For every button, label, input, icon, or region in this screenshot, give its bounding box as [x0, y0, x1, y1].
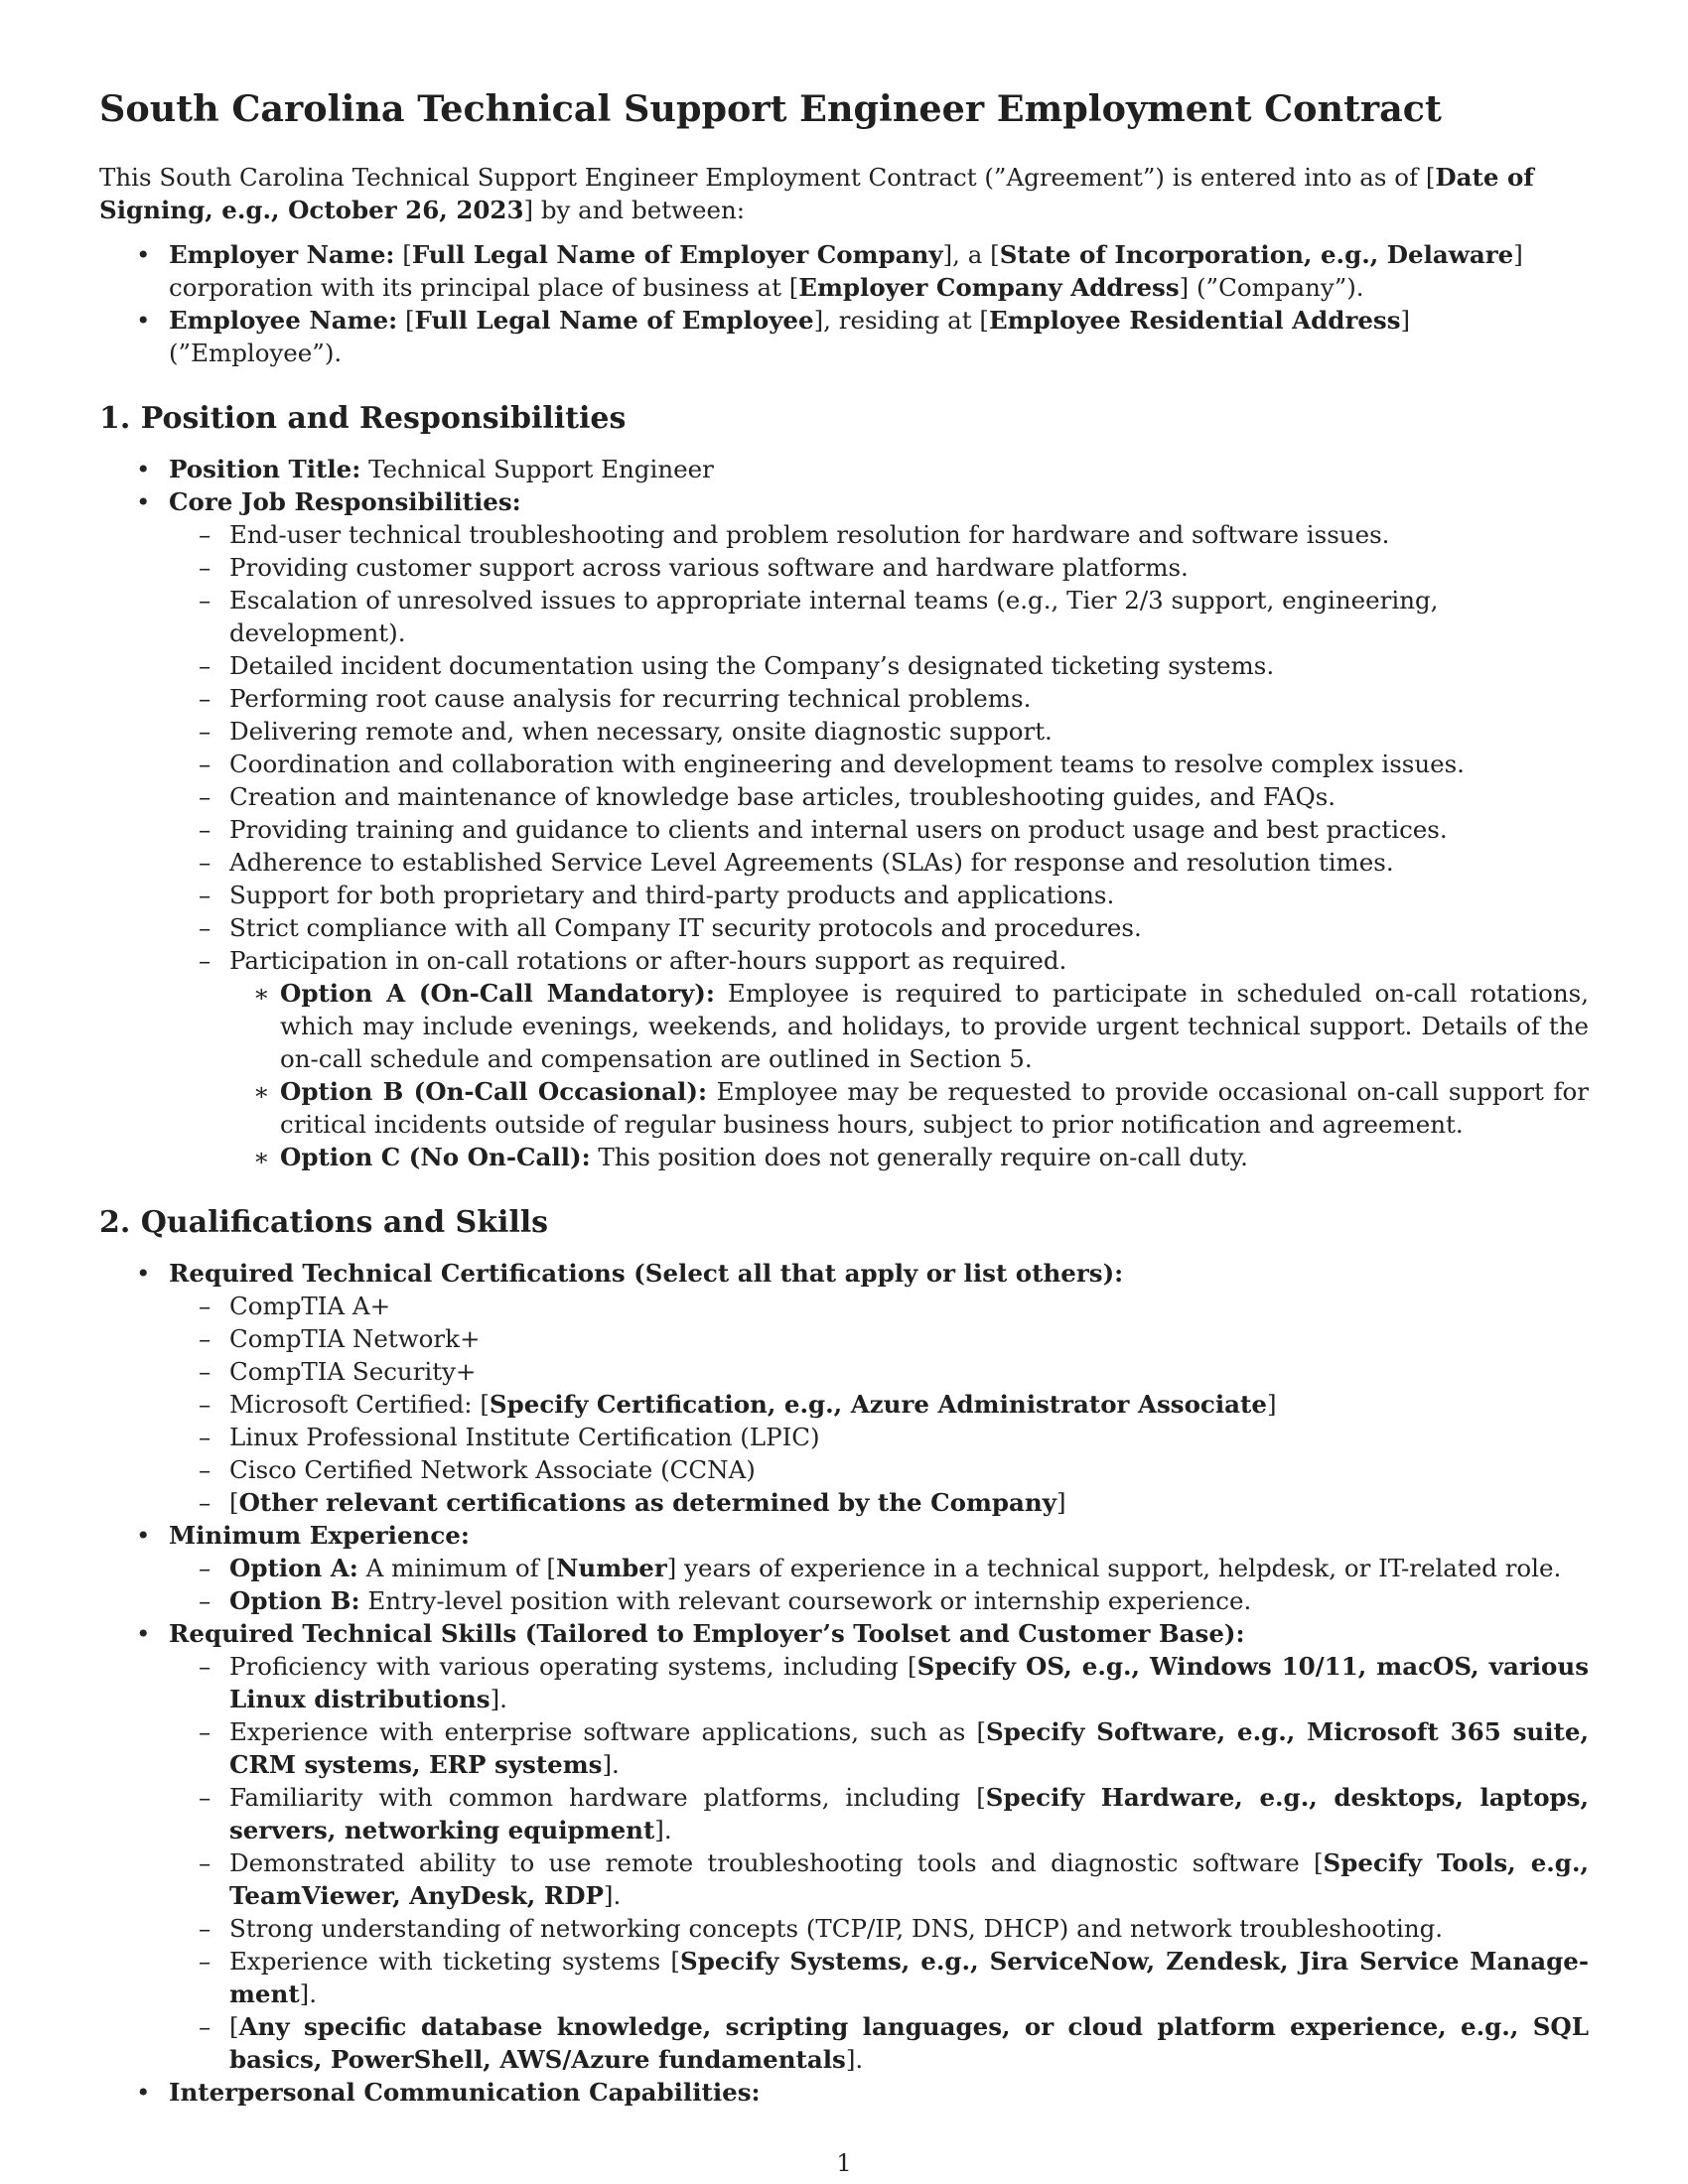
text-fragment: ]. — [602, 1750, 620, 1779]
skills-item — [99, 1617, 1589, 2076]
employer-address-placeholder: Employer Company Address — [798, 273, 1180, 302]
on-call-option-item — [229, 1141, 1589, 1173]
parties-list — [99, 238, 1589, 369]
text-fragment: ] years of experience in a technical support, helpdesk, or IT-related role. — [666, 1554, 1562, 1582]
section-1-heading: 1. Position and Responsibilities — [99, 401, 627, 436]
certifications-item — [99, 1257, 1589, 1519]
list-item — [169, 1846, 1589, 1912]
option-a-label: Option A: — [229, 1554, 358, 1582]
cert-text: CompTIA Network+ — [229, 1324, 481, 1353]
responsibility-item — [169, 846, 1589, 879]
text-fragment: [ — [229, 2012, 239, 2041]
responsibility-text: Performing root cause analysis for recurring technical problems. — [229, 684, 1032, 713]
list-item — [169, 1584, 1589, 1617]
employer-state-placeholder: State of Incorporation, e.g., Delaware — [999, 240, 1514, 269]
employer-name-placeholder: Full Legal Name of Employer Company — [411, 240, 943, 269]
section-2-heading: 2. Qualifications and Skills — [99, 1205, 549, 1240]
date-placeholder: Date of Signing, e.g., October 26, 2023 — [99, 163, 1534, 224]
employee-name-placeholder: Full Legal Name of Employee — [414, 306, 814, 335]
option-b-label: Option B: — [229, 1586, 360, 1615]
employee-label: Employee Name: — [169, 306, 398, 335]
position-title-value: Technical Support Engineer — [360, 455, 714, 483]
text-fragment: ]. — [845, 2045, 864, 2074]
text-fragment: [ — [229, 1488, 239, 1517]
ms-cert-placeholder: Specify Certification, e.g., Azure Administrator Associate — [489, 1390, 1267, 1419]
ticketing-placeholder: Specify Systems, e.g., ServiceNow, Zendesk, Jira Service Manage-ment — [229, 1947, 1589, 2008]
responsibility-item — [169, 715, 1589, 748]
core-responsibilities-label: Core Job Responsibilities: — [169, 487, 521, 516]
text-fragment: ] (”Employee”). — [169, 306, 1411, 367]
responsibility-text: Participation in on-call rotations or after-hours support as required. — [229, 946, 1067, 975]
responsibility-text: Strict compliance with all Company IT security protocols and procedures. — [229, 913, 1142, 942]
responsibility-text: End-user technical troubleshooting and problem resolution for hardware and software issues. — [229, 520, 1390, 549]
text-fragment: ]. — [299, 1979, 318, 2008]
list-item — [169, 1290, 1589, 1322]
list-item — [169, 1486, 1589, 1519]
database-placeholder: Any specific database knowledge, scripting languages, or cloud platform experience, e.g., SQL basics, PowerShell, AWS/Azure fundamentals — [229, 2012, 1589, 2074]
communication-label: Interpersonal Communication Capabilities: — [169, 2078, 761, 2107]
intro-paragraph — [99, 161, 1589, 226]
list-item — [169, 2010, 1589, 2076]
option-text: Employee is required to participate in scheduled on-call rotations, which may include evenings, weekends, and holidays, to provide urgent technical support. Details of the on-call schedule and compensation are outlined in Section 5. — [280, 979, 1589, 1073]
section-qualifications — [99, 1203, 1589, 2109]
responsibility-item — [169, 551, 1589, 584]
responsibility-item — [169, 879, 1589, 911]
skills-label: Required Technical Skills (Tailored to Employer’s Toolset and Customer Base): — [169, 1619, 1245, 1648]
employer-item — [99, 238, 1589, 304]
document-title: South Carolina Technical Support Engineer Employment Contract — [99, 87, 1442, 130]
responsibility-item — [169, 518, 1589, 551]
software-placeholder: Specify Software, e.g., Microsoft 365 suite, CRM systems, ERP systems — [229, 1717, 1589, 1779]
contract-page — [99, 87, 1589, 2109]
text-fragment: Strong understanding of networking concepts (TCP/IP, DNS, DHCP) and network troubleshooting. — [229, 1914, 1444, 1943]
list-item — [169, 1945, 1589, 2010]
on-call-options-list — [160, 977, 1589, 1173]
on-call-option-item — [229, 977, 1589, 1075]
responsibility-text: Escalation of unresolved issues to appropriate internal teams (e.g., Tier 2/3 support, engineering, development). — [229, 586, 1439, 647]
text-fragment: [ — [394, 240, 412, 269]
list-item — [169, 1388, 1589, 1421]
cert-text: CompTIA Security+ — [229, 1357, 477, 1386]
text-fragment: ]. — [654, 1816, 672, 1844]
text-fragment: ], a [ — [942, 240, 1000, 269]
list-item — [169, 1650, 1589, 1715]
os-placeholder: Specify OS, e.g., Windows 10/11, macOS, various Linux distributions — [229, 1652, 1589, 1713]
text-fragment: ]. — [490, 1685, 507, 1713]
text-fragment: ]. — [603, 1881, 622, 1910]
text-fragment: ] — [1266, 1390, 1277, 1419]
responsibility-item — [169, 748, 1589, 780]
section-position — [99, 399, 1589, 1173]
list-item — [169, 1421, 1589, 1453]
other-cert-placeholder: Other relevant certifications as determined by the Company — [238, 1488, 1056, 1517]
text-fragment: A minimum of [ — [357, 1554, 556, 1582]
responsibility-text: Providing customer support across various software and hardware platforms. — [229, 553, 1189, 582]
text-fragment: ], residing at [ — [813, 306, 989, 335]
option-label: Option A (On-Call Mandatory): — [280, 979, 715, 1008]
text-fragment: Entry-level position with relevant coursework or internship experience. — [359, 1586, 1252, 1615]
responsibility-text: Creation and maintenance of knowledge base articles, troubleshooting guides, and FAQs. — [229, 782, 1336, 811]
tools-placeholder: Specify Tools, e.g., TeamViewer, AnyDesk, RDP — [229, 1848, 1589, 1910]
list-item — [169, 1453, 1589, 1486]
certifications-label: Required Technical Certifications (Select all that apply or list others): — [169, 1259, 1124, 1288]
on-call-option-item — [229, 1075, 1589, 1141]
qualifications-list — [99, 1257, 1589, 2109]
responsibility-item — [169, 944, 1589, 977]
cert-text: Microsoft Certified: [ — [229, 1390, 490, 1419]
responsibility-item — [169, 911, 1589, 944]
skills-list — [99, 1650, 1589, 2076]
list-item — [169, 1912, 1589, 1945]
page-number: 1 — [836, 2149, 852, 2177]
responsibility-item — [169, 649, 1589, 682]
certifications-list — [99, 1290, 1589, 1519]
list-item — [169, 1355, 1589, 1388]
text-fragment: Demonstrated ability to use remote troubleshooting tools and diagnostic software [ — [229, 1848, 1324, 1877]
responsibility-item — [169, 682, 1589, 715]
option-text: This position does not generally require on-call duty. — [590, 1143, 1248, 1171]
communication-item — [99, 2076, 1589, 2109]
responsibility-text: Providing training and guidance to clients and internal users on product usage and best practices. — [229, 815, 1448, 844]
text-fragment: ] corporation with its principal place of business at [ — [169, 240, 1523, 302]
responsibilities-list — [99, 518, 1589, 977]
list-item — [169, 1715, 1589, 1781]
hardware-placeholder: Specify Hardware, e.g., desktops, laptops, servers, networking equipment — [229, 1783, 1589, 1844]
cert-text: Cisco Certified Network Associate (CCNA) — [229, 1455, 756, 1484]
experience-list — [99, 1552, 1589, 1617]
employer-label: Employer Name: — [169, 240, 395, 269]
position-list — [99, 453, 1589, 1173]
years-placeholder: Number — [556, 1554, 667, 1582]
text-fragment: Proficiency with various operating systems, including [ — [229, 1652, 917, 1681]
list-item — [169, 1552, 1589, 1584]
cert-text: CompTIA A+ — [229, 1292, 391, 1320]
option-label: Option B (On-Call Occasional): — [280, 1077, 708, 1106]
text-fragment: ] (”Company”). — [1179, 273, 1364, 302]
text-fragment: Familiarity with common hardware platforms, including [ — [229, 1783, 986, 1812]
text-fragment: ] — [1055, 1488, 1066, 1517]
experience-item — [99, 1519, 1589, 1617]
list-item — [169, 1781, 1589, 1846]
option-label: Option C (No On-Call): — [280, 1143, 591, 1171]
core-responsibilities-item — [99, 485, 1589, 1173]
employee-address-placeholder: Employee Residential Address — [988, 306, 1401, 335]
text-fragment: Experience with ticketing systems [ — [229, 1947, 680, 1976]
responsibility-item — [169, 780, 1589, 813]
intro-text: This South Carolina Technical Support Engineer Employment Contract (”Agreement”) is entered into as of [ — [99, 163, 1436, 192]
text-fragment: [ — [397, 306, 415, 335]
experience-label: Minimum Experience: — [169, 1521, 470, 1550]
employee-item — [99, 304, 1589, 369]
responsibility-text: Adherence to established Service Level Agreements (SLAs) for response and resolution times. — [229, 848, 1394, 877]
responsibility-text: Support for both proprietary and third-party products and applications. — [229, 881, 1115, 909]
cert-text: Linux Professional Institute Certification (LPIC) — [229, 1423, 820, 1451]
intro-text-end: ] by and between: — [523, 196, 746, 224]
responsibility-text: Delivering remote and, when necessary, onsite diagnostic support. — [229, 717, 1053, 746]
position-title-label: Position Title: — [169, 455, 361, 483]
text-fragment: Experience with enterprise software applications, such as [ — [229, 1717, 986, 1746]
responsibility-text: Coordination and collaboration with engineering and development teams to resolve complex issues. — [229, 750, 1465, 778]
option-text: Employee may be requested to provide occasional on-call support for critical incidents outside of regular business hours, subject to prior notification and agreement. — [280, 1077, 1589, 1139]
responsibility-item — [169, 813, 1589, 846]
position-title-item — [99, 453, 1589, 485]
list-item — [169, 1322, 1589, 1355]
responsibility-text: Detailed incident documentation using the Company’s designated ticketing systems. — [229, 651, 1275, 680]
responsibility-item — [169, 584, 1589, 649]
